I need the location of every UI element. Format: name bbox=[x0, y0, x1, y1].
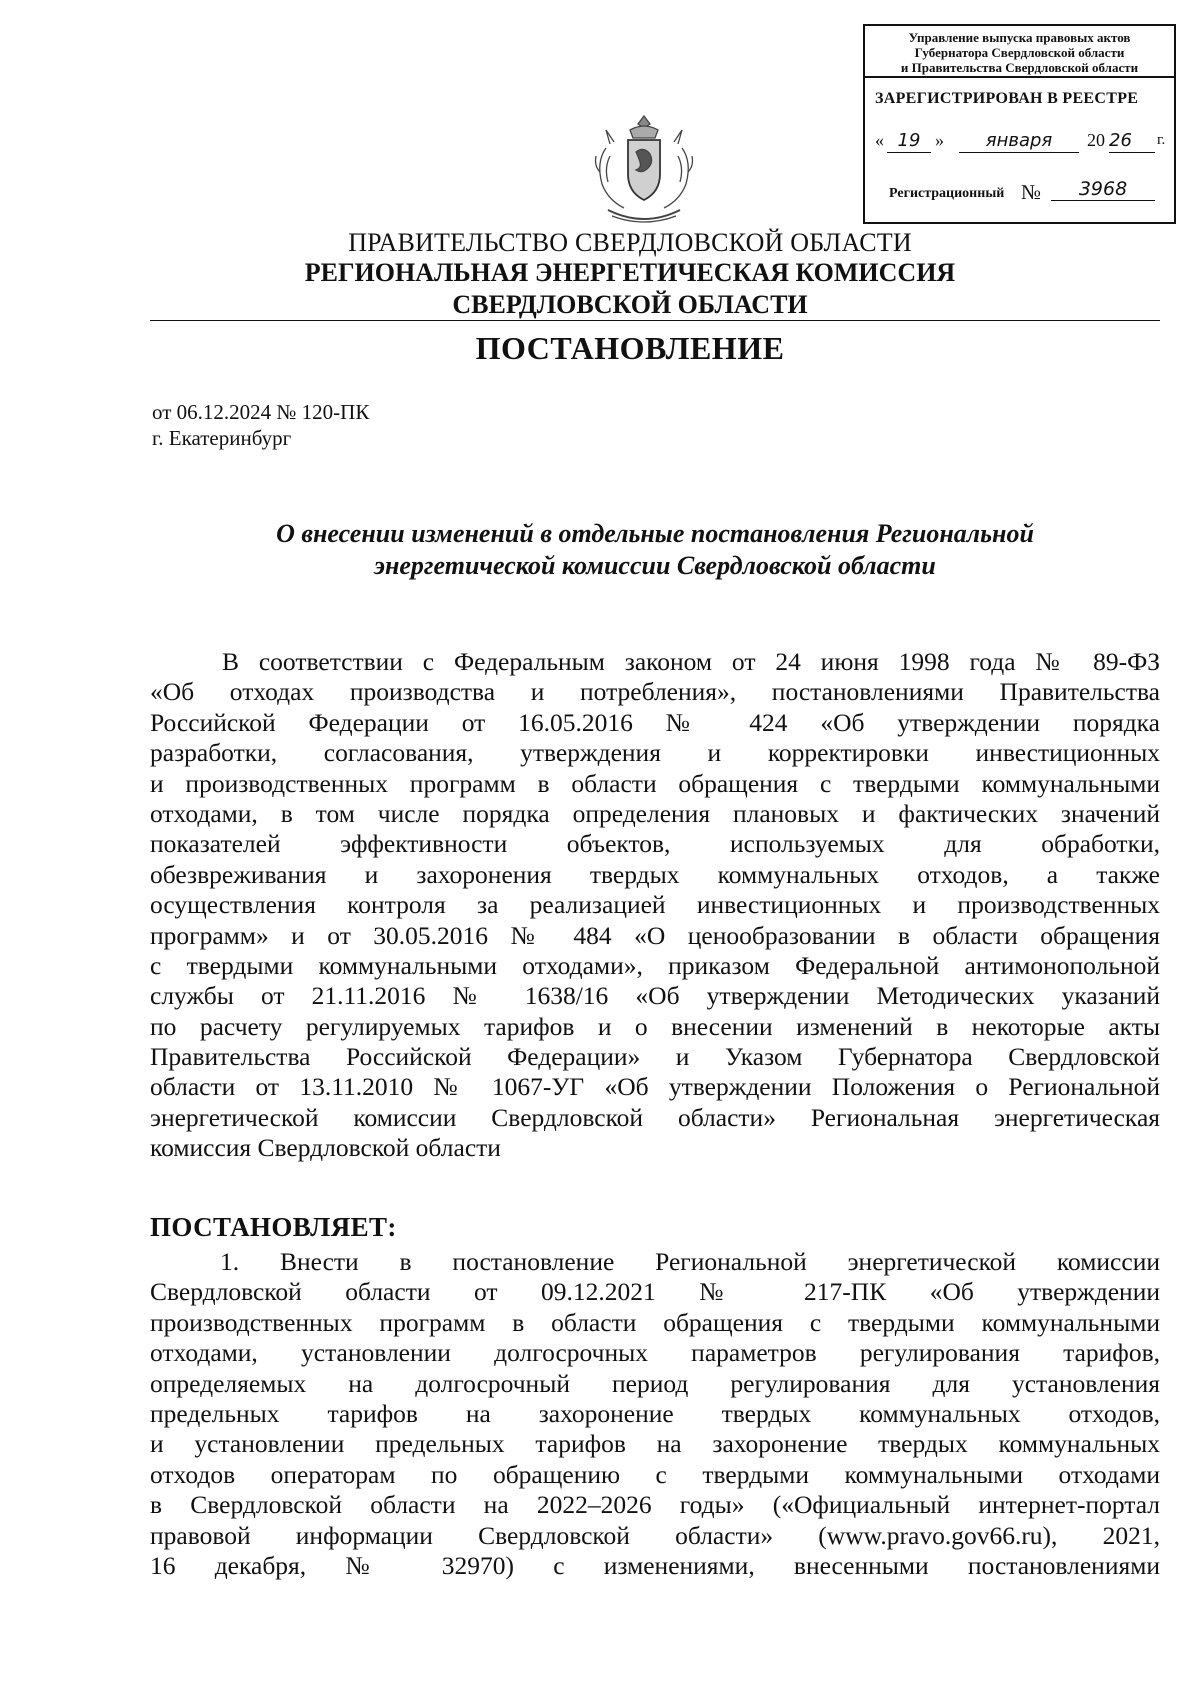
stamp-date-year-unit: г. bbox=[1157, 132, 1166, 148]
stamp-num-sign: № bbox=[1021, 180, 1042, 204]
stamp-header-line: Губернатора Свердловской области bbox=[914, 45, 1125, 60]
document-city: г. Екатеринбург bbox=[152, 426, 292, 450]
preamble-line: и производственных программ в области обращения с твердыми коммунальными bbox=[150, 768, 1160, 798]
item-line: в Свердловской области на 2022–2026 годы» («Официальный интернет-портал bbox=[150, 1490, 1160, 1520]
coat-of-arms-icon bbox=[584, 112, 704, 232]
stamp-date-month: января bbox=[959, 130, 1079, 153]
item-line: отходами, установлении долгосрочных параметров регулирования тарифов, bbox=[150, 1338, 1160, 1368]
stamp-date-day: 19 bbox=[887, 130, 931, 153]
stamp-date-year-suffix: 26 bbox=[1109, 130, 1155, 153]
stamp-header-line: Управление выпуска правовых актов bbox=[908, 30, 1131, 45]
document-type: ПОСТАНОВЛЕНИЕ bbox=[475, 330, 785, 366]
preamble-line: области от 13.11.2010 № 1067-УГ «Об утверждении Положения о Региональной bbox=[150, 1072, 1160, 1102]
registration-stamp bbox=[863, 24, 1176, 224]
preamble-line: по расчету регулируемых тарифов и о внесении изменений в некоторые акты bbox=[150, 1011, 1160, 1041]
preamble-paragraph bbox=[150, 647, 1160, 1164]
preamble-line: Российской Федерации от 16.05.2016 № 424 «Об утверждении порядка bbox=[150, 707, 1160, 737]
item-line: отходов операторам по обращению с твердыми коммунальными отходами bbox=[150, 1459, 1160, 1489]
commission-title-line1: РЕГИОНАЛЬНАЯ ЭНЕРГЕТИЧЕСКАЯ КОМИССИЯ bbox=[304, 258, 956, 287]
title-line: О внесении изменений в отдельные постановления Региональной bbox=[276, 519, 1034, 548]
stamp-date bbox=[875, 130, 1175, 160]
preamble-line: энергетической комиссии Свердловской области» Региональная энергетическая bbox=[150, 1102, 1160, 1132]
item-line: 1. Внести в постановление Региональной энергетической комиссии bbox=[220, 1247, 1160, 1276]
government-title: ПРАВИТЕЛЬСТВО СВЕРДЛОВСКОЙ ОБЛАСТИ bbox=[348, 228, 912, 257]
item-line: 16 декабря, № 32970) с изменениями, внесенными постановлениями bbox=[150, 1550, 1160, 1580]
preamble-line: разработки, согласования, утверждения и корректировки инвестиционных bbox=[150, 738, 1160, 768]
item-line: предельных тарифов на захоронение твердых коммунальных отходов, bbox=[150, 1398, 1160, 1428]
preamble-line: службы от 21.11.2016 № 1638/16 «Об утверждении Методических указаний bbox=[150, 981, 1160, 1011]
title-line: энергетической комиссии Свердловской области bbox=[374, 551, 936, 580]
stamp-reg-number-row bbox=[889, 174, 1169, 208]
decree-word: ПОСТАНОВЛЯЕТ: bbox=[150, 1212, 397, 1242]
preamble-line: В соответствии с Федеральным законом от 24 июня 1998 года № 89-ФЗ bbox=[222, 647, 1160, 676]
preamble-line: с твердыми коммунальными отходами», приказом Федеральной антимонопольной bbox=[150, 950, 1160, 980]
preamble-line: обезвреживания и захоронения твердых коммунальных отходов, а также bbox=[150, 859, 1160, 889]
stamp-date-open-quote: « bbox=[875, 130, 884, 150]
item-line: Свердловской области от 09.12.2021 № 217-ПК «Об утверждении bbox=[150, 1277, 1160, 1307]
item-line: правовой информации Свердловской области» (www.pravo.gov66.ru), 2021, bbox=[150, 1520, 1160, 1550]
stamp-header bbox=[865, 26, 1174, 78]
stamp-registered-label: ЗАРЕГИСТРИРОВАН В РЕЕСТРЕ bbox=[875, 90, 1139, 107]
item-line: производственных программ в области обращения с твердыми коммунальными bbox=[150, 1307, 1160, 1337]
document-date-number: от 06.12.2024 № 120-ПК bbox=[152, 400, 370, 424]
item-1-paragraph bbox=[150, 1247, 1160, 1581]
preamble-line: осуществления контроля за реализацией инвестиционных и производственных bbox=[150, 890, 1160, 920]
stamp-reg-label: Регистрационный bbox=[889, 186, 1005, 201]
preamble-line: показателей эффективности объектов, используемых для обработки, bbox=[150, 829, 1160, 859]
preamble-line: Правительства Российской Федерации» и Указом Губернатора Свердловской bbox=[150, 1042, 1160, 1072]
item-line: определяемых на долгосрочный период регулирования для установления bbox=[150, 1368, 1160, 1398]
preamble-line: отходами, в том числе порядка определения плановых и фактических значений bbox=[150, 798, 1160, 828]
stamp-date-year-prefix: 20 bbox=[1087, 130, 1105, 150]
document-title bbox=[150, 518, 1160, 582]
commission-title-line2: СВЕРДЛОВСКОЙ ОБЛАСТИ bbox=[452, 290, 808, 319]
preamble-line: комиссия Свердловской области bbox=[150, 1133, 501, 1163]
preamble-line: «Об отходах производства и потребления», постановлениями Правительства bbox=[150, 677, 1160, 707]
item-line: и установлении предельных тарифов на захоронение твердых коммунальных bbox=[150, 1429, 1160, 1459]
stamp-reg-number: 3968 bbox=[1051, 178, 1155, 201]
stamp-date-close-quote: » bbox=[935, 130, 944, 150]
header-divider bbox=[150, 320, 1160, 321]
stamp-header-line: и Правительства Свердловской области bbox=[900, 60, 1139, 75]
preamble-line: программ» и от 30.05.2016 № 484 «О ценообразовании в области обращения bbox=[150, 920, 1160, 950]
